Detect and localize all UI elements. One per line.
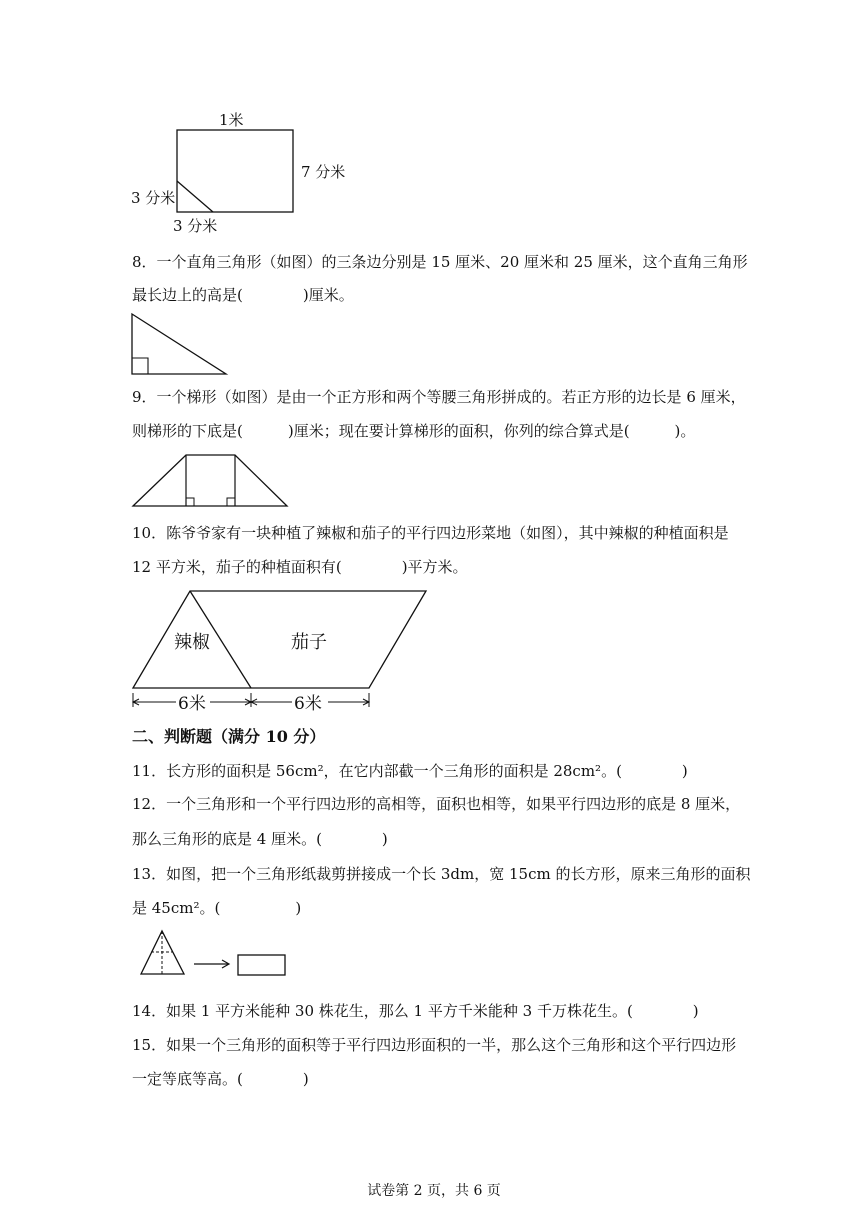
triangle-to-rectangle-figure [136,928,292,980]
section-heading: 二、判断题（满分 10 分） [132,727,326,746]
q11-line1: 11．长方形的面积是 56cm²，在它内部截一个三角形的面积是 28cm²。( ) [132,762,688,780]
rect-top-label: 1米 [219,111,244,129]
q10-line2: 12 平方米，茄子的种植面积有( )平方米。 [132,558,468,576]
q8-line2: 最长边上的高是( )厘米。 [132,286,354,304]
q12-line2: 那么三角形的底是 4 厘米。( ) [132,830,388,848]
q12-line1: 12．一个三角形和一个平行四边形的高相等，面积也相等，如果平行四边形的底是 8 厘米， [132,795,741,813]
q15-line1: 15．如果一个三角形的面积等于平行四边形面积的一半，那么这个三角形和这个平行四边形 [132,1036,737,1054]
rectangle-cut-figure [125,105,365,240]
q9-line2: 则梯形的下底是( )厘米；现在要计算梯形的面积，你列的综合算式是( )。 [132,422,696,440]
q9-line1: 9．一个梯形（如图）是由一个正方形和两个等腰三角形拼成的。若正方形的边长是 6 厘米， [132,388,746,406]
q15-line2: 一定等底等高。( ) [132,1070,309,1088]
dim-right-label: 6米 [294,694,322,714]
q13-line1: 13．如图，把一个三角形纸裁剪拼接成一个长 3dm，宽 15cm 的长方形，原来三角形的面积 [132,865,751,883]
rect-left-label: 3 分米 [131,189,176,207]
pepper-label: 辣椒 [174,632,210,653]
q10-line1: 10．陈爷爷家有一块种植了辣椒和茄子的平行四边形菜地（如图），其中辣椒的种植面积是 [132,524,729,542]
right-triangle-figure [128,310,233,378]
q14-line1: 14．如果 1 平方米能种 30 株花生，那么 1 平方千米能种 3 千万株花生。( ) [132,1002,699,1020]
q13-line2: 是 45cm²。( ) [132,899,302,917]
trapezoid-figure [130,450,292,510]
q8-line1: 8．一个直角三角形（如图）的三条边分别是 15 厘米、20 厘米和 25 厘米，这个直角三角形 [132,253,748,271]
rect-right-label: 7 分米 [301,163,346,181]
page-footer: 试卷第 2 页，共 6 页 [367,1183,501,1199]
parallelogram-garden-figure [128,585,433,715]
rect-bottom-label: 3 分米 [173,217,218,235]
eggplant-label: 茄子 [291,632,327,653]
dim-left-label: 6米 [178,694,206,714]
